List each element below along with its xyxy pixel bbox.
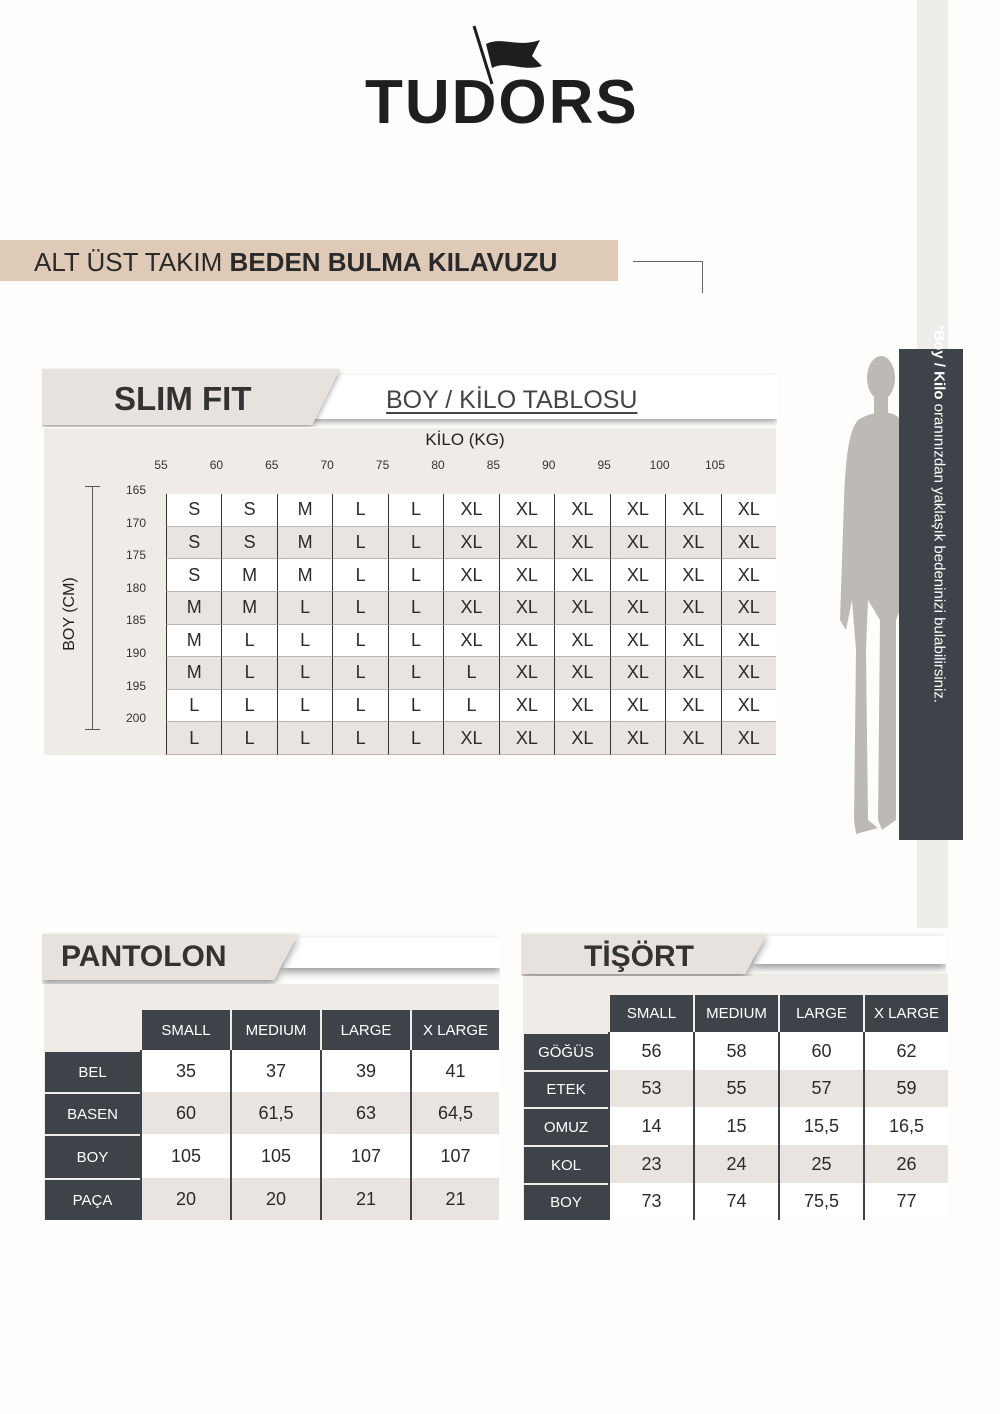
size-cell: M — [221, 559, 276, 592]
measurement-cell: 41 — [410, 1050, 499, 1092]
measurement-cell: 107 — [410, 1134, 499, 1178]
row-label: OMUZ — [524, 1107, 608, 1145]
slim-fit-title: SLIM FIT — [114, 380, 252, 417]
measurement-cell: 57 — [778, 1070, 863, 1107]
size-cell: L — [388, 494, 443, 527]
size-cell: XL — [499, 625, 554, 658]
boy-tick: 190 — [125, 646, 146, 660]
size-cell: XL — [721, 592, 776, 625]
size-cell: XL — [499, 657, 554, 690]
measurement-cell: 59 — [863, 1070, 948, 1107]
size-cell: L — [388, 657, 443, 690]
size-cell: L — [332, 690, 387, 723]
boy-tick: 170 — [125, 515, 146, 530]
boy-axis-label: BOY (CM) — [61, 577, 78, 651]
size-cell: XL — [443, 527, 498, 560]
size-cell: L — [221, 657, 276, 690]
size-cell: S — [221, 494, 276, 527]
row-label: ETEK — [524, 1070, 608, 1107]
measurement-cell: 37 — [230, 1050, 320, 1092]
column-header: MEDIUM — [230, 1010, 320, 1050]
measurement-cell: 64,5 — [410, 1092, 499, 1134]
size-cell: XL — [721, 690, 776, 723]
size-cell: XL — [443, 625, 498, 658]
size-cell: M — [277, 494, 332, 527]
boy-tick: 175 — [125, 548, 146, 563]
size-cell: L — [221, 625, 276, 658]
size-cell: XL — [499, 559, 554, 592]
size-cell: XL — [721, 559, 776, 592]
boy-tick: 185 — [125, 613, 146, 628]
table-corner — [45, 1010, 140, 1050]
kilo-tick: 80 — [431, 458, 445, 472]
size-cell: L — [332, 494, 387, 527]
size-cell: XL — [721, 722, 776, 755]
tisort-title: TİŞÖRT — [584, 940, 694, 973]
kilo-tick: 85 — [486, 458, 501, 472]
size-cell: L — [277, 592, 332, 625]
row-label: GÖĞÜS — [524, 1032, 608, 1070]
size-cell: S — [166, 527, 221, 560]
size-cell: XL — [610, 657, 665, 690]
measurement-cell: 60 — [140, 1092, 230, 1134]
size-cell: XL — [554, 722, 609, 755]
size-cell: XL — [499, 527, 554, 560]
size-cell: XL — [721, 494, 776, 527]
size-cell: L — [332, 657, 387, 690]
kilo-tick: 95 — [597, 458, 611, 472]
measurement-cell: 20 — [230, 1178, 320, 1220]
size-cell: XL — [665, 559, 720, 592]
kilo-tick: 105 — [704, 458, 726, 472]
size-cell: XL — [610, 690, 665, 723]
size-cell: S — [221, 527, 276, 560]
size-cell: L — [388, 625, 443, 658]
size-cell: L — [332, 625, 387, 658]
boy-axis-cap-top — [85, 486, 100, 487]
measurement-cell: 20 — [140, 1178, 230, 1220]
note-prefix: * — [930, 324, 948, 331]
pantolon-table — [45, 1010, 499, 1220]
kilo-tick: 65 — [265, 458, 279, 472]
size-cell: XL — [499, 592, 554, 625]
column-header: SMALL — [608, 995, 693, 1032]
size-cell: XL — [721, 657, 776, 690]
size-cell: XL — [610, 592, 665, 625]
row-label: KOL — [524, 1145, 608, 1183]
size-cell: L — [443, 690, 498, 723]
size-cell: M — [166, 657, 221, 690]
boy-tick: 195 — [125, 678, 146, 693]
column-header: LARGE — [778, 995, 863, 1032]
boy-tick: 200 — [125, 711, 146, 726]
size-cell: XL — [665, 625, 720, 658]
kilo-tick: 60 — [209, 458, 224, 472]
size-cell: L — [221, 690, 276, 723]
column-header: SMALL — [140, 1010, 230, 1050]
size-cell: L — [388, 527, 443, 560]
measurement-cell: 105 — [140, 1134, 230, 1178]
size-cell: XL — [554, 657, 609, 690]
size-cell: L — [388, 690, 443, 723]
size-cell: L — [277, 657, 332, 690]
measurement-cell: 107 — [320, 1134, 410, 1178]
size-cell: XL — [721, 527, 776, 560]
kilo-tick: 70 — [320, 458, 334, 472]
measurement-cell: 24 — [693, 1145, 778, 1183]
boy-tick: 180 — [125, 580, 146, 595]
size-cell: XL — [443, 722, 498, 755]
column-header: X LARGE — [410, 1010, 499, 1050]
size-cell: XL — [665, 722, 720, 755]
measurement-cell: 39 — [320, 1050, 410, 1092]
brand-logo: TUDORS — [365, 68, 639, 137]
size-cell: XL — [499, 722, 554, 755]
size-cell: XL — [665, 592, 720, 625]
size-cell: XL — [554, 559, 609, 592]
decor-line — [633, 261, 703, 293]
size-cell: XL — [554, 527, 609, 560]
kilo-tick: 55 — [154, 458, 168, 472]
size-cell: L — [332, 722, 387, 755]
size-cell: XL — [554, 690, 609, 723]
guide-title — [34, 247, 557, 278]
size-cell: L — [166, 690, 221, 723]
size-cell: L — [166, 722, 221, 755]
measurement-cell: 58 — [693, 1032, 778, 1070]
note-text — [918, 325, 948, 870]
size-cell: XL — [721, 625, 776, 658]
guide-title-bold: BEDEN BULMA KILAVUZU — [229, 247, 558, 277]
size-cell: XL — [443, 559, 498, 592]
size-cell: L — [332, 592, 387, 625]
size-cell: L — [221, 722, 276, 755]
size-cell: S — [166, 559, 221, 592]
size-cell: XL — [610, 559, 665, 592]
size-cell: XL — [665, 690, 720, 723]
measurement-cell: 15,5 — [778, 1107, 863, 1145]
size-cell: M — [277, 559, 332, 592]
note-bold: Boy / Kilo — [930, 330, 948, 400]
size-cell: XL — [443, 494, 498, 527]
size-cell: L — [277, 722, 332, 755]
measurement-cell: 63 — [320, 1092, 410, 1134]
kilo-tick: 100 — [649, 458, 670, 472]
kilo-axis-label: KİLO (KG) — [425, 430, 505, 449]
slim-fit-grid — [166, 494, 776, 755]
boy-axis-cap-bottom — [85, 729, 100, 730]
measurement-cell: 14 — [608, 1107, 693, 1145]
column-header: X LARGE — [863, 995, 948, 1032]
measurement-cell: 26 — [863, 1145, 948, 1183]
size-cell: L — [332, 559, 387, 592]
size-cell: XL — [610, 625, 665, 658]
size-cell: XL — [610, 527, 665, 560]
measurement-cell: 25 — [778, 1145, 863, 1183]
pantolon-title: PANTOLON — [61, 940, 227, 973]
measurement-cell: 23 — [608, 1145, 693, 1183]
size-cell: XL — [499, 690, 554, 723]
measurement-cell: 35 — [140, 1050, 230, 1092]
measurement-cell: 21 — [410, 1178, 499, 1220]
measurement-cell: 62 — [863, 1032, 948, 1070]
measurement-cell: 73 — [608, 1183, 693, 1220]
measurement-cell: 77 — [863, 1183, 948, 1220]
size-cell: XL — [665, 657, 720, 690]
size-cell: M — [221, 592, 276, 625]
measurement-cell: 55 — [693, 1070, 778, 1107]
size-cell: S — [166, 494, 221, 527]
slim-fit-subtitle: BOY / KİLO TABLOSU — [386, 386, 638, 414]
size-cell: XL — [554, 592, 609, 625]
size-cell: XL — [443, 592, 498, 625]
size-cell: L — [277, 690, 332, 723]
measurement-cell: 61,5 — [230, 1092, 320, 1134]
guide-title-regular: ALT ÜST TAKIM — [34, 247, 230, 277]
column-header: LARGE — [320, 1010, 410, 1050]
boy-tick: 165 — [125, 483, 146, 497]
kilo-tick: 90 — [542, 458, 556, 472]
measurement-cell: 53 — [608, 1070, 693, 1107]
size-cell: XL — [610, 494, 665, 527]
measurement-cell: 16,5 — [863, 1107, 948, 1145]
kilo-tick: 75 — [375, 458, 390, 472]
tisort-table — [524, 995, 948, 1220]
size-cell: XL — [554, 625, 609, 658]
size-cell: L — [388, 559, 443, 592]
measurement-cell: 60 — [778, 1032, 863, 1070]
measurement-cell: 74 — [693, 1183, 778, 1220]
measurement-cell: 105 — [230, 1134, 320, 1178]
measurement-cell: 75,5 — [778, 1183, 863, 1220]
measurement-cell: 15 — [693, 1107, 778, 1145]
size-cell: L — [388, 722, 443, 755]
measurement-cell: 56 — [608, 1032, 693, 1070]
size-cell: L — [332, 527, 387, 560]
size-cell: XL — [499, 494, 554, 527]
column-header: MEDIUM — [693, 995, 778, 1032]
row-label: PAÇA — [45, 1178, 140, 1220]
size-cell: M — [166, 592, 221, 625]
size-cell: M — [166, 625, 221, 658]
size-cell: XL — [665, 494, 720, 527]
row-label: BEL — [45, 1050, 140, 1092]
row-label: BOY — [524, 1183, 608, 1220]
row-label: BASEN — [45, 1092, 140, 1134]
size-cell: M — [277, 527, 332, 560]
size-cell: XL — [665, 527, 720, 560]
size-cell: L — [277, 625, 332, 658]
human-silhouette-icon — [838, 350, 900, 835]
size-cell: XL — [554, 494, 609, 527]
table-corner — [524, 995, 608, 1032]
size-cell: L — [443, 657, 498, 690]
size-cell: XL — [610, 722, 665, 755]
size-cell: L — [388, 592, 443, 625]
row-label: BOY — [45, 1134, 140, 1178]
note-body: oranınızdan yaklaşık bedeninizi bulabilirsiniz. — [930, 399, 948, 704]
measurement-cell: 21 — [320, 1178, 410, 1220]
boy-axis-line — [92, 486, 93, 729]
